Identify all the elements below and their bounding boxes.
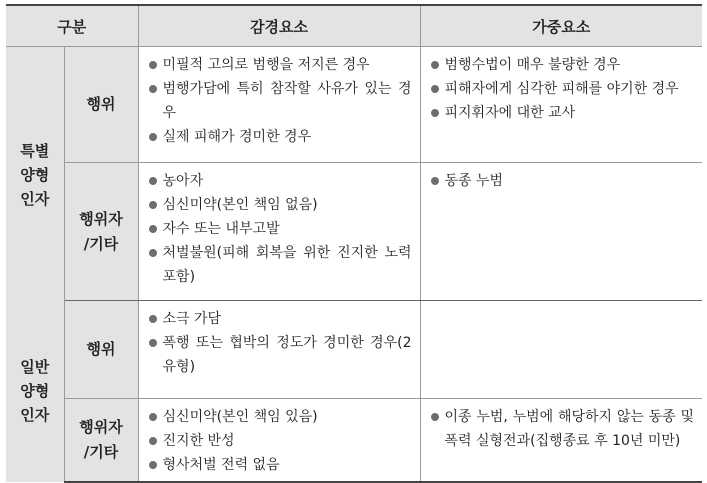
bullet-icon — [431, 413, 439, 421]
table-row — [6, 163, 702, 301]
item-text: 피지휘자에 대한 교사 — [444, 105, 576, 121]
bullet-icon — [149, 249, 157, 257]
header-category: 구분 — [6, 5, 138, 47]
item-text: 농아자 — [162, 173, 204, 189]
item-text: 자수 또는 내부고발 — [162, 221, 280, 237]
group-label-line: 인자 — [20, 406, 50, 425]
bullet-icon — [149, 177, 157, 185]
bullet-icon — [149, 61, 157, 69]
list-item — [147, 307, 412, 331]
item-text: 피해자에게 심각한 피해를 야기한 경우 — [444, 81, 679, 97]
item-text: 심신미약(본인 책임 없음) — [162, 197, 318, 213]
group-label-special — [6, 47, 64, 301]
bullet-icon — [431, 85, 439, 93]
row-label-line: 행위자 — [79, 418, 123, 436]
item-text: 범행가담에 특히 참작할 사유가 있는 경우 — [162, 81, 412, 121]
bullet-icon — [149, 461, 157, 469]
item-text: 이종 누범, 누범에 해당하지 않는 동종 및 폭력 실형전과(집행종료 후 10년 미만) — [444, 409, 695, 449]
header-aggravating: 가중요소 — [420, 5, 702, 47]
sentencing-factors-table — [6, 4, 702, 483]
row-label-line: /기타 — [83, 443, 119, 461]
aggravating-cell — [420, 399, 702, 483]
row-label-act — [64, 47, 138, 163]
row-label-act — [64, 301, 138, 399]
list-item — [147, 453, 412, 477]
group-label-line: 특별 — [20, 142, 50, 161]
item-text: 처벌불원(피해 회복을 위한 진지한 노력 포함) — [162, 245, 412, 285]
group-label-line: 양형 — [20, 166, 50, 185]
item-text: 미필적 고의로 범행을 저지른 경우 — [162, 57, 370, 73]
list-item — [147, 193, 412, 217]
list-item — [147, 405, 412, 429]
row-label-line: 행위 — [86, 95, 116, 113]
bullet-icon — [149, 315, 157, 323]
list-item — [147, 241, 412, 289]
row-label-line: 행위 — [86, 340, 116, 358]
table-row — [6, 301, 702, 399]
bullet-icon — [149, 225, 157, 233]
list-item — [429, 405, 695, 453]
aggravating-cell-empty — [420, 301, 702, 399]
group-label-general — [6, 301, 64, 483]
bullet-icon — [149, 133, 157, 141]
item-text: 형사처벌 전력 없음 — [162, 457, 280, 473]
table-row — [6, 47, 702, 163]
item-text: 심신미약(본인 책임 있음) — [162, 409, 318, 425]
mitigating-cell — [138, 47, 420, 163]
list-item — [429, 169, 695, 193]
bullet-icon — [431, 109, 439, 117]
row-label-actor — [64, 399, 138, 483]
list-item — [147, 53, 412, 77]
row-label-line: /기타 — [83, 234, 119, 253]
aggravating-cell — [420, 47, 702, 163]
header-row — [6, 5, 702, 47]
mitigating-cell — [138, 301, 420, 399]
table-row — [6, 399, 702, 483]
list-item — [429, 101, 695, 125]
aggravating-cell — [420, 163, 702, 301]
list-item — [429, 53, 695, 77]
bullet-icon — [149, 201, 157, 209]
row-label-line: 행위자 — [79, 209, 123, 228]
row-label-actor — [64, 163, 138, 301]
group-label-line: 인자 — [20, 190, 50, 209]
bullet-icon — [149, 85, 157, 93]
item-text: 진지한 반성 — [162, 433, 235, 449]
list-item — [147, 169, 412, 193]
bullet-icon — [431, 61, 439, 69]
mitigating-cell — [138, 399, 420, 483]
bullet-icon — [431, 177, 439, 185]
group-label-line: 일반 — [20, 358, 50, 377]
list-item — [147, 429, 412, 453]
list-item — [147, 77, 412, 125]
group-label-line: 양형 — [20, 382, 50, 401]
list-item — [147, 331, 412, 379]
item-text: 소극 가담 — [162, 311, 222, 327]
list-item — [147, 125, 412, 149]
bullet-icon — [149, 413, 157, 421]
list-item — [429, 77, 695, 101]
item-text: 폭행 또는 협박의 정도가 경미한 경우(2유형) — [162, 335, 412, 375]
item-text: 실제 피해가 경미한 경우 — [162, 129, 312, 145]
bullet-icon — [149, 437, 157, 445]
item-text: 범행수법이 매우 불량한 경우 — [444, 57, 621, 73]
header-mitigating: 감경요소 — [138, 5, 420, 47]
list-item — [147, 217, 412, 241]
bullet-icon — [149, 339, 157, 347]
item-text: 동종 누범 — [444, 173, 504, 189]
mitigating-cell — [138, 163, 420, 301]
